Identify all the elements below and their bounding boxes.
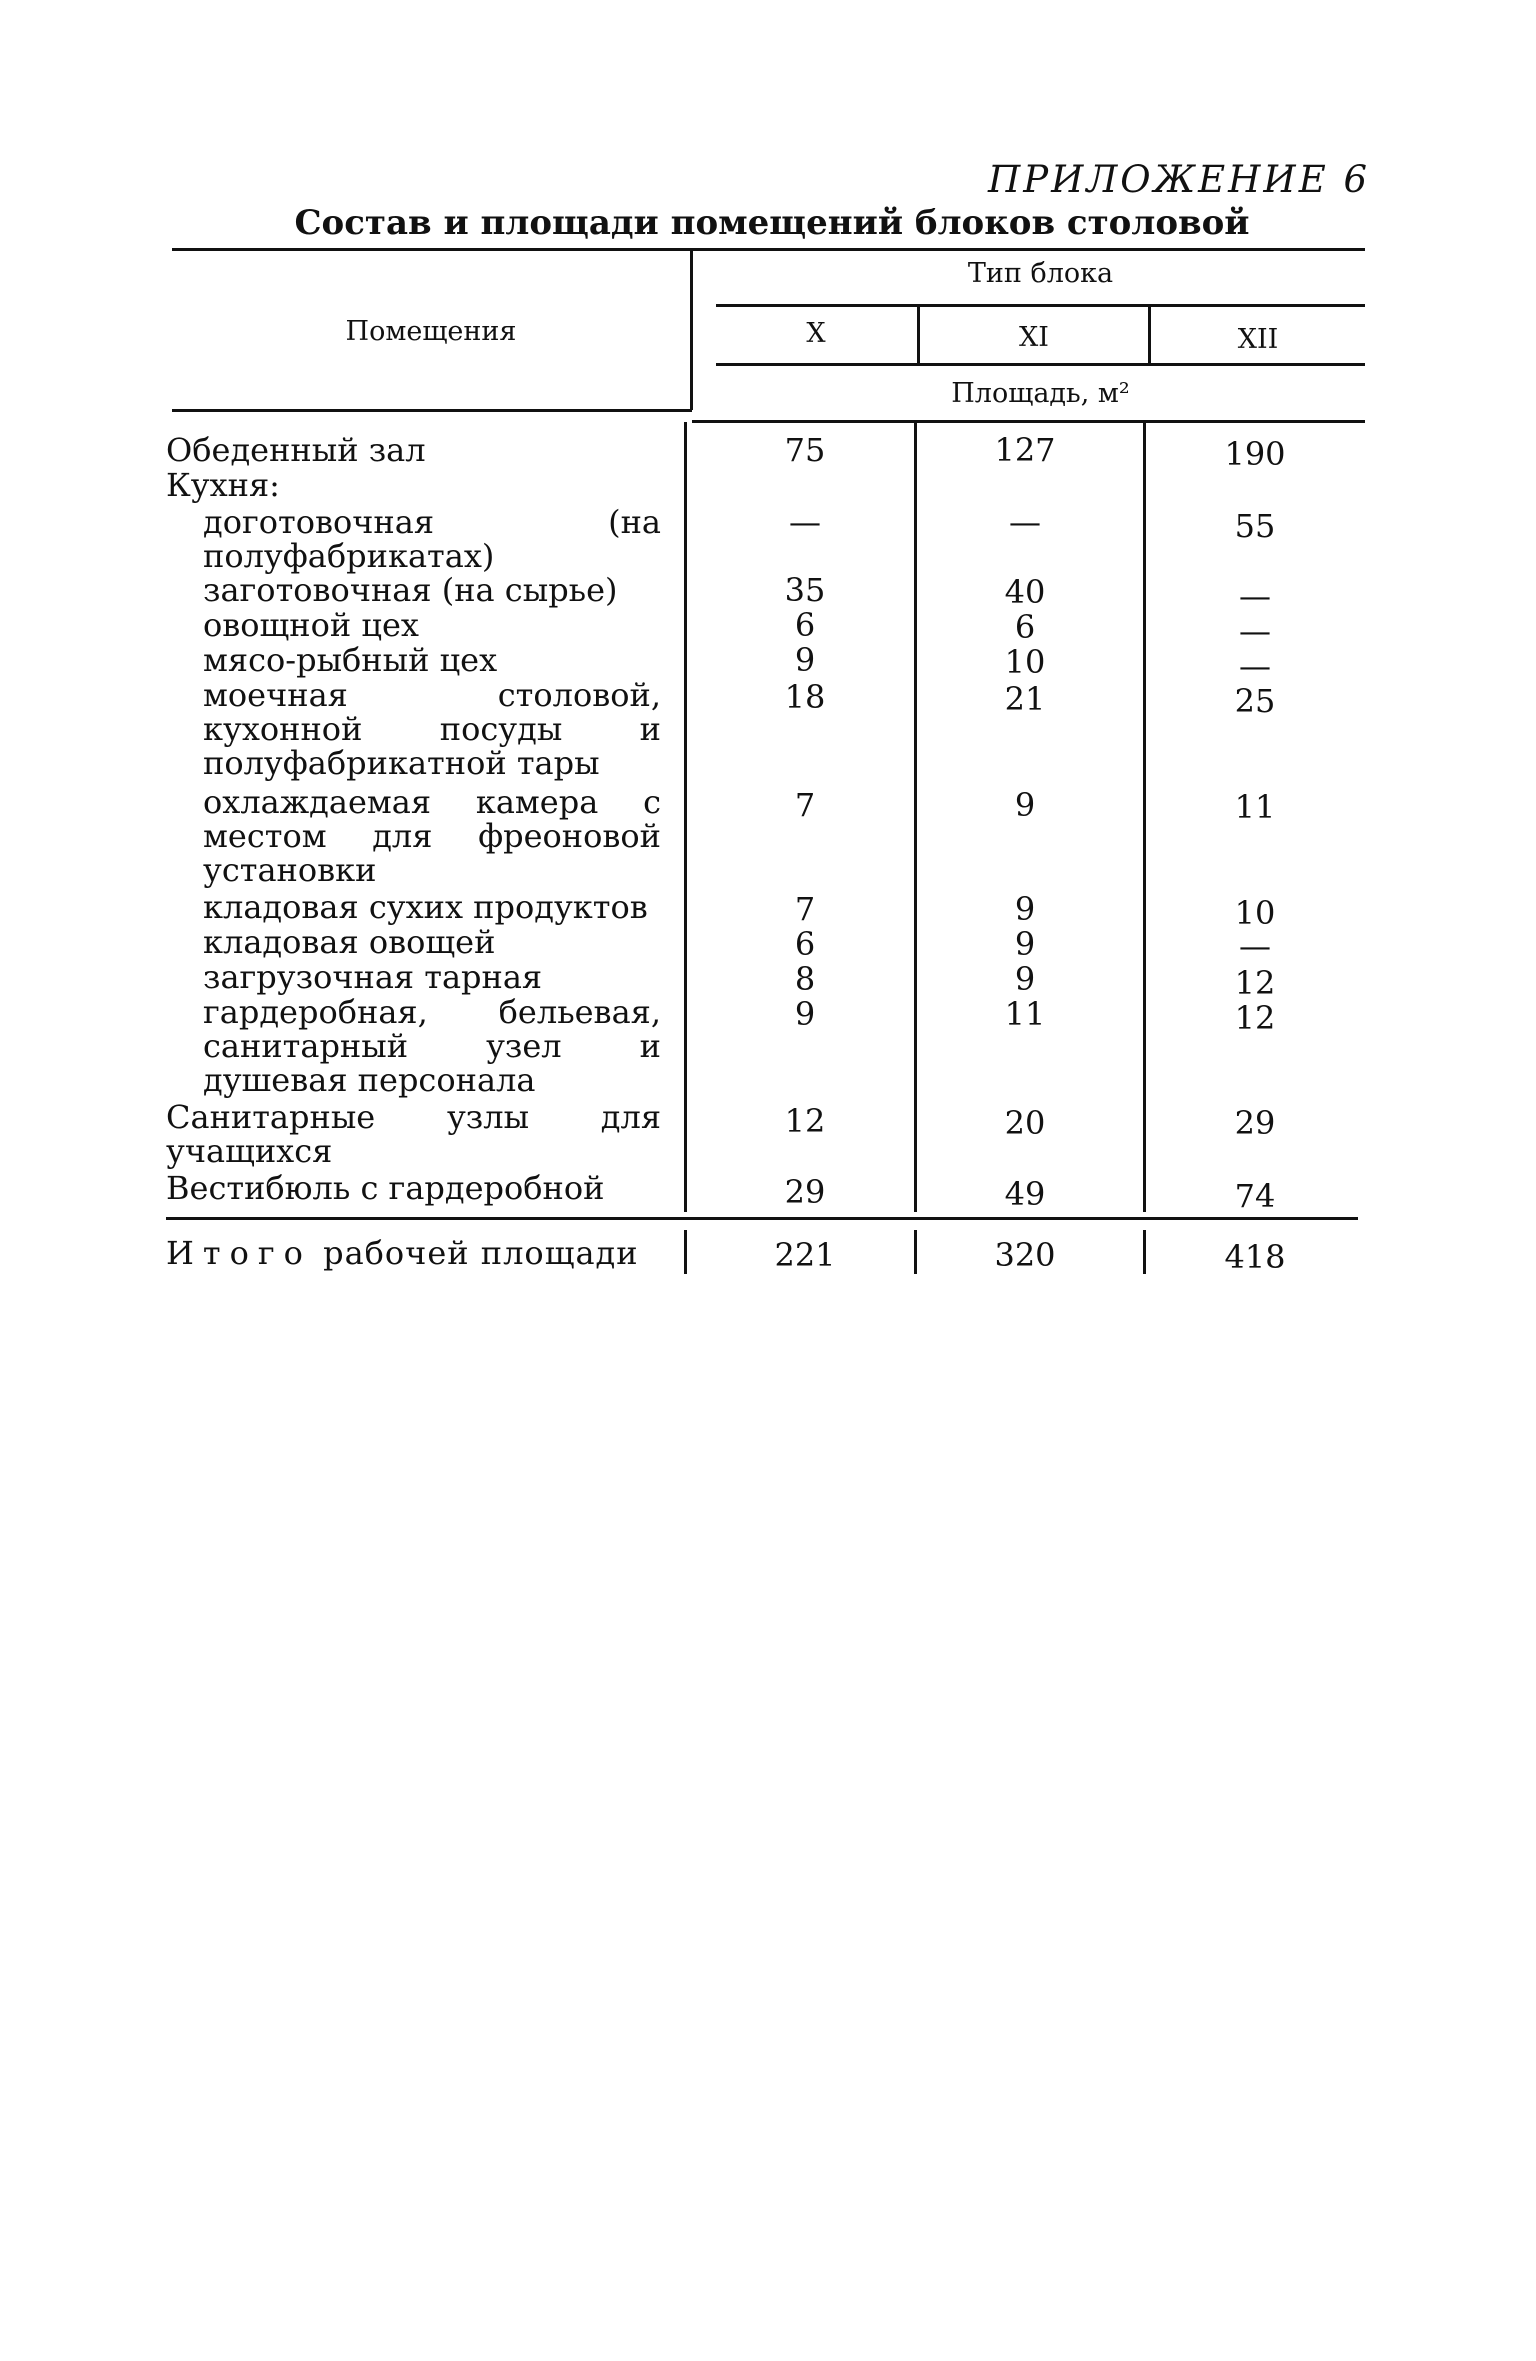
row-name-vegetable-storage: кладовая овощей [203,923,496,961]
appendix-label: ПРИЛОЖЕНИЕ 6 [987,158,1370,201]
cell-5-xi: 10 [1004,643,1046,681]
cell-2-xii: 55 [1234,507,1276,545]
header-block-type: Тип блока [967,258,1114,289]
table-top-rule [172,248,1365,251]
header-area-unit: Площадь, м² [951,378,1130,409]
header-bottom-rule [692,420,1365,423]
cell-11-x: 9 [794,995,816,1033]
cell-8-xii: 10 [1234,894,1276,932]
cell-8-xi: 9 [1014,890,1036,928]
total-xii: 418 [1224,1238,1286,1276]
cell-0-xii: 190 [1224,435,1286,473]
cell-7-x: 7 [794,786,816,824]
header-col-x: X [806,318,826,349]
cell-12-x: 12 [784,1102,826,1140]
cell-13-x: 29 [784,1173,826,1211]
total-label-first-word: Итого [166,1234,312,1272]
cell-0-x: 75 [784,431,826,469]
cell-6-xi: 21 [1004,680,1046,718]
body-col-divider-1 [914,422,917,1212]
row-name-vegetable-shop: овощной цех [203,606,419,644]
cell-5-x: 9 [794,641,816,679]
body-col-divider-0 [684,422,687,1212]
cell-13-xii: 74 [1234,1177,1276,1215]
total-col-divider-1 [914,1230,917,1274]
row-name-washing: моечная столовой, кухонной посуды и полуфабрикатной тары [203,676,661,782]
total-xi: 320 [994,1236,1056,1274]
cell-9-xii: — [1239,927,1271,965]
cell-5-xii: — [1239,647,1271,685]
row-name-finishing: доготовочная (на полуфабрикатах) [203,503,661,575]
cell-7-xii: 11 [1234,788,1276,826]
cell-9-xi: 9 [1014,925,1036,963]
cell-3-xi: 40 [1004,573,1046,611]
body-col-divider-2 [1143,422,1146,1212]
cell-6-x: 18 [784,678,826,716]
cell-0-xi: 127 [994,431,1056,469]
header-left-bottom-rule [172,409,692,412]
header-block-type-rule [716,304,1365,307]
row-name-loading: загрузочная тарная [203,958,543,996]
cell-4-x: 6 [794,606,816,644]
cell-2-x: — [789,503,821,541]
header-col-xi: XI [1019,322,1049,353]
cell-10-xi: 9 [1014,960,1036,998]
header-col-xii: XII [1237,324,1279,355]
total-x: 221 [774,1236,836,1274]
row-name-staff-facilities: гардеробная, бельевая, санитарный узел и душевая персонала [203,993,661,1099]
row-name-kitchen: Кухня: [166,466,280,504]
cell-13-xi: 49 [1004,1175,1046,1213]
cell-3-x: 35 [784,571,826,609]
row-name-dining-hall: Обеденный зал [166,431,426,469]
cell-8-x: 7 [794,890,816,928]
cell-9-x: 6 [794,925,816,963]
total-col-divider-2 [1143,1230,1146,1274]
cell-12-xi: 20 [1004,1104,1046,1142]
row-name-meat-fish-shop: мясо-рыбный цех [203,641,498,679]
row-name-procurement: заготовочная (на сырье) [203,571,618,609]
total-separator-rule [166,1217,1358,1220]
cell-7-xi: 9 [1014,786,1036,824]
cell-11-xii: 12 [1234,999,1276,1037]
header-vertical-rule [690,250,693,410]
total-label [166,1236,686,1270]
header-columns-rule [716,363,1365,366]
header-rooms: Помещения [345,316,517,347]
row-name-cold-chamber: охлаждаемая камера с местом для фреоновой установки [203,783,661,889]
cell-4-xii: — [1239,612,1271,650]
total-label-rest: рабочей площади [311,1234,639,1272]
cell-10-x: 8 [794,960,816,998]
row-name-student-sanitary: Санитарные узлы для учащихся [166,1098,661,1170]
cell-12-xii: 29 [1234,1104,1276,1142]
row-name-lobby: Вестибюль с гардеробной [166,1169,605,1207]
cell-11-xi: 11 [1004,995,1046,1033]
cell-4-xi: 6 [1014,608,1036,646]
cell-2-xi: — [1009,503,1041,541]
cell-6-xii: 25 [1234,682,1276,720]
row-name-dry-storage: кладовая сухих продуктов [203,888,648,926]
table-title: Состав и площади помещений блоков столовой [294,203,1250,243]
cell-3-xii: — [1239,577,1271,615]
cell-10-xii: 12 [1234,964,1276,1002]
